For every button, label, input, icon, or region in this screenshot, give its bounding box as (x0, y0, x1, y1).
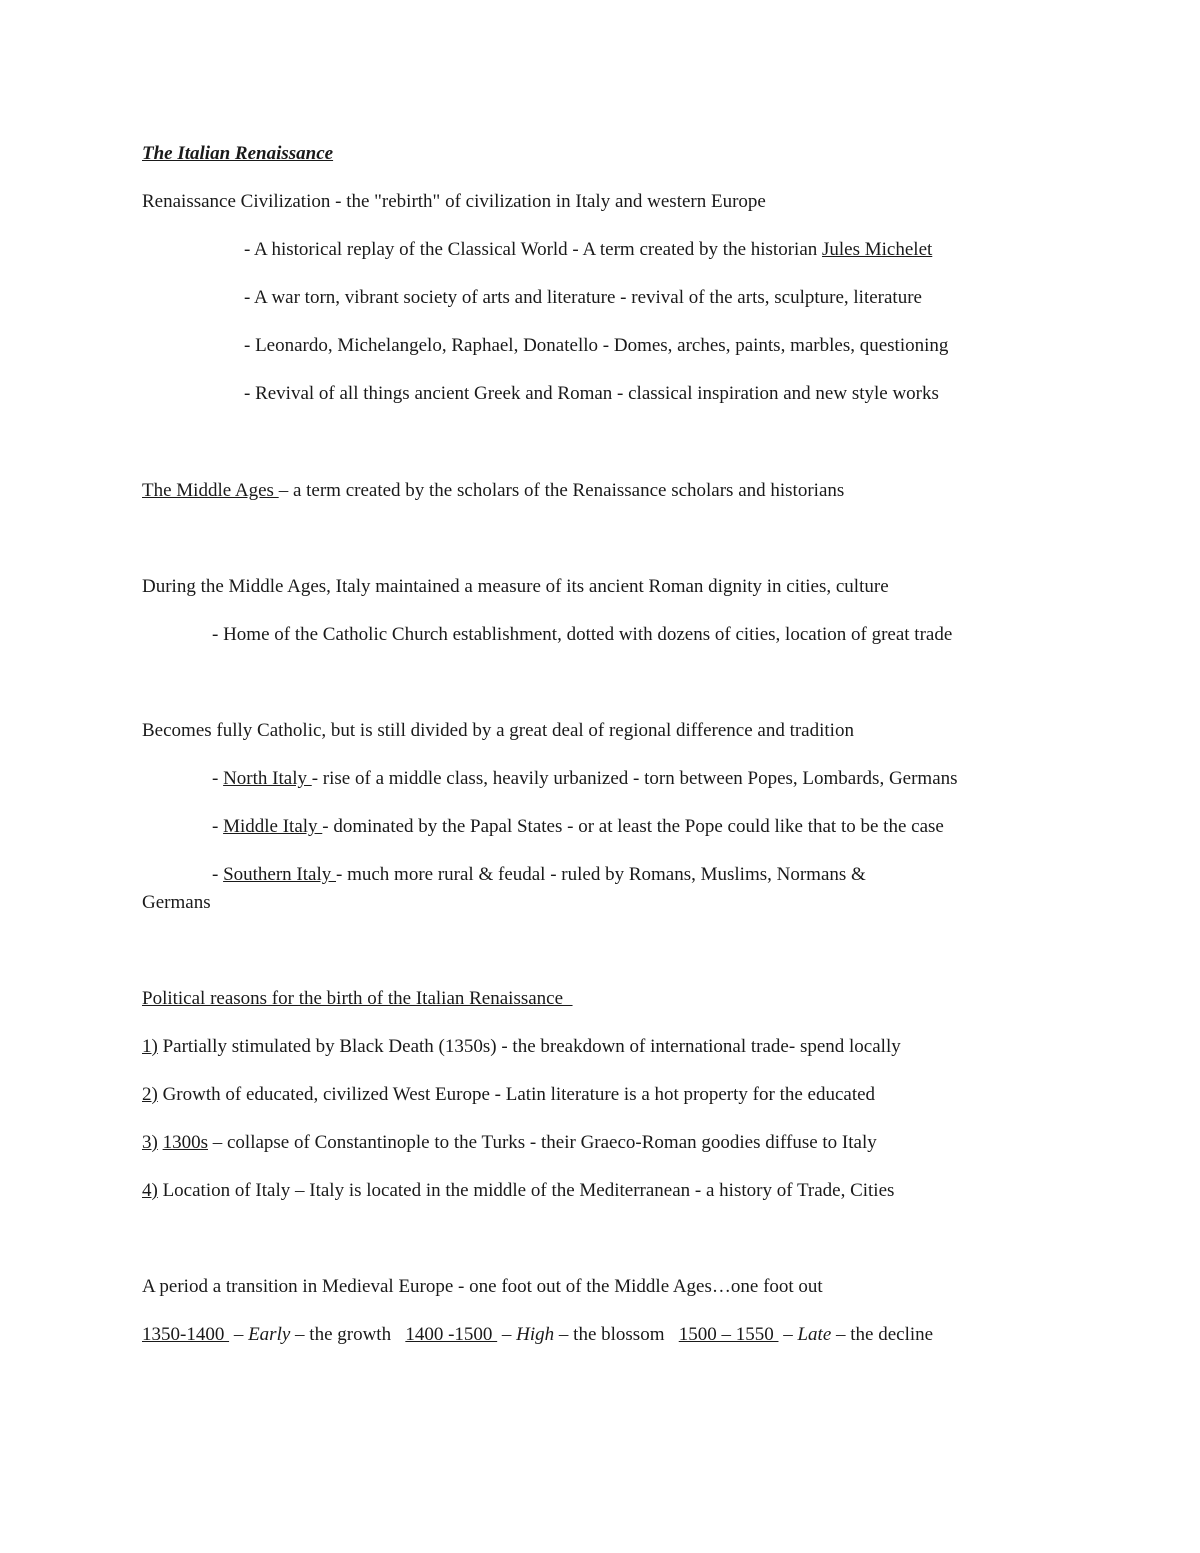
region-item (212, 767, 958, 791)
period-name: Early (248, 1324, 291, 1345)
period-desc: – the growth (290, 1324, 406, 1345)
periods-line: 1350-1400 – Early – the growth 1400 -1500 – High – the blossom 1500 – 1550 – Late – the decline (142, 1324, 934, 1345)
region-text: - dominated by the Papal States - or at least the Pope could like that to be the case (322, 816, 944, 837)
intro-lead: Renaissance Civilization - the "rebirth" of civilization in Italy and western Europe (142, 191, 766, 212)
region-bullet: - (212, 768, 224, 789)
period-desc: – the blossom (554, 1324, 679, 1345)
intro-item: - Leonardo, Michelangelo, Raphael, Donatello - Domes, arches, paints, marbles, questioning (244, 335, 949, 356)
region-continuation: Germans (142, 892, 211, 913)
reason-number: 4) (142, 1180, 158, 1201)
region-item (212, 815, 944, 839)
middle-ages-term: The Middle Ages (142, 480, 279, 501)
reason-number: 3) (142, 1132, 158, 1153)
document-title: The Italian Renaissance (142, 143, 334, 164)
intro-item: - A war torn, vibrant society of arts and literature - revival of the arts, sculpture, literature (244, 287, 922, 308)
reason-item (142, 1083, 875, 1107)
period-range: 1400 -1500 (405, 1324, 498, 1345)
during-lead: During the Middle Ages, Italy maintained a measure of its ancient Roman dignity in cities, culture (142, 576, 889, 597)
periods-lead: A period a transition in Medieval Europe - one foot out of the Middle Ages…one foot out (142, 1276, 823, 1297)
reason-item (142, 1035, 901, 1059)
period-range: 1350-1400 (142, 1324, 230, 1345)
reason-year: 1300s (162, 1132, 208, 1153)
period-range: 1500 – 1550 (678, 1324, 779, 1345)
middle-ages-line (142, 479, 844, 503)
intro-item: - Revival of all things ancient Greek and Roman - classical inspiration and new style works (244, 383, 939, 404)
during-item: - Home of the Catholic Church establishment, dotted with dozens of cities, location of great trade (212, 624, 953, 645)
middle-ages-definition: – a term created by the scholars of the Renaissance scholars and historians (278, 480, 845, 501)
reason-item (142, 1179, 894, 1203)
period-name: High (516, 1324, 555, 1345)
historian-name: Jules Michelet (822, 239, 933, 260)
intro-item-text: - A historical replay of the Classical World - A term created by the historian (244, 239, 822, 260)
regions-lead: Becomes fully Catholic, but is still divided by a great deal of regional difference and tradition (142, 720, 854, 741)
reason-text: Growth of educated, civilized West Europe - Latin literature is a hot property for the educated (157, 1084, 876, 1105)
reason-text: Location of Italy – Italy is located in the middle of the Mediterranean - a history of Trade, Cities (157, 1180, 895, 1201)
region-name: Middle Italy (223, 816, 323, 837)
period-name: Late (797, 1324, 832, 1345)
region-bullet: - (212, 816, 224, 837)
region-text: - rise of a middle class, heavily urbanized - torn between Popes, Lombards, Germans (311, 768, 958, 789)
region-item (212, 863, 866, 887)
reason-item (142, 1131, 877, 1155)
reason-text: Partially stimulated by Black Death (1350s) - the breakdown of international trade- spend locally (157, 1036, 901, 1057)
reason-number: 2) (142, 1084, 158, 1105)
reason-number: 1) (142, 1036, 158, 1057)
region-bullet: - (212, 864, 224, 885)
region-name: Southern Italy (223, 864, 337, 885)
reason-text: – collapse of Constantinople to the Turks - their Graeco-Roman goodies diffuse to Italy (207, 1132, 877, 1153)
political-heading: Political reasons for the birth of the Italian Renaissance (142, 988, 573, 1009)
region-text: - much more rural & feudal - ruled by Romans, Muslims, Normans & (336, 864, 866, 885)
region-name: North Italy (223, 768, 312, 789)
period-desc: – the decline (831, 1324, 934, 1345)
intro-item (244, 238, 932, 262)
